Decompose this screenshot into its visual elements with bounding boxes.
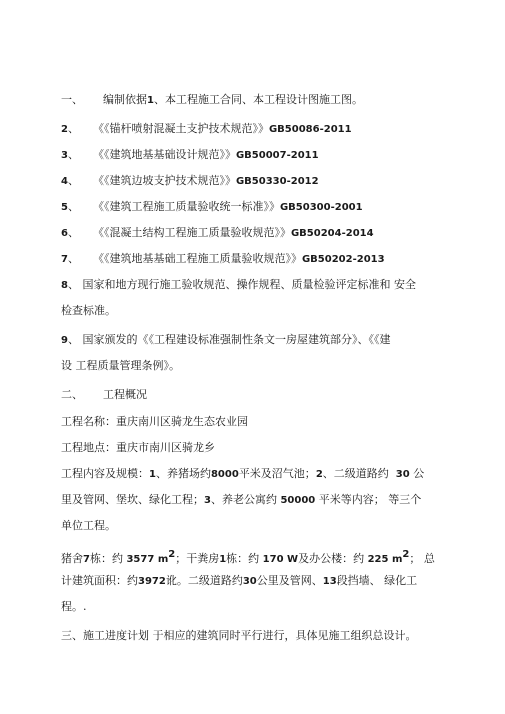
standard-code: GB50204-2014 (290, 228, 374, 239)
area-number: 3972 (138, 576, 166, 587)
item-text: 设 工程质量管理条例》。 (61, 359, 180, 372)
standard-title: 《《建筑工程施工质量验收统一标准》》 (92, 200, 280, 213)
scope-text: 单位工程。 (61, 519, 116, 532)
item-number: 5 (61, 202, 68, 213)
area-text: 计建筑面积：约 (61, 574, 138, 587)
area-number: 13 (322, 576, 337, 587)
area-unit: W (287, 554, 299, 565)
basis-item-2 (61, 122, 352, 137)
scope-number: 1 (149, 469, 156, 480)
scope-text: 平米等内容； 等三个 (318, 493, 422, 506)
section-heading-overview (61, 388, 147, 402)
scope-text: 平米及沼气池； (238, 467, 316, 480)
basis-item-8-cont (61, 304, 116, 318)
item-separator: 、 (67, 226, 79, 239)
standard-title: 《《建筑边坡支护技术规范》》 (92, 174, 236, 187)
item-number: 2 (61, 124, 68, 135)
item-separator: 、 (67, 122, 79, 135)
basis-item-5 (61, 200, 363, 215)
unit-superscript: 2 (168, 549, 176, 560)
standard-code: GB50086-2011 (268, 124, 352, 135)
area-text: 讹。二级道路约 (165, 574, 243, 587)
area-text: 栋：约 (89, 552, 123, 565)
area-unit: m (157, 554, 169, 565)
area-number: 225 (367, 554, 389, 565)
area-text: ；干粪房 (175, 552, 220, 565)
area-number: 30 (242, 576, 257, 587)
item-number: 3 (61, 150, 68, 161)
item-text: 编制依据 (103, 93, 147, 106)
item-number: 8 (61, 280, 68, 291)
scope-number: 30 (395, 469, 410, 480)
item-separator: 、 (67, 174, 79, 187)
project-scope (61, 467, 424, 482)
scope-number: 3 (204, 495, 211, 506)
area-text: ； 总 (409, 552, 435, 565)
scope-text: 、养猪场约 (155, 467, 211, 480)
scope-number: 8000 (210, 469, 239, 480)
scope-text: 工程内容及规模： (61, 467, 149, 480)
item-text: 、 国家颁发的《《工程建设标准强制性条文一房屋建筑部分》、《《建 (67, 333, 391, 346)
section-number: 二、 (61, 388, 83, 401)
schedule-text: 三、施工进度计划 于相应的建筑同时平行进行，具体见施工组织总设计。 (61, 629, 417, 642)
project-scope-end (61, 519, 116, 533)
basis-item-6 (61, 226, 374, 241)
area-text: 段挡墙、 绿化工 (336, 574, 418, 587)
item-number: 4 (61, 176, 68, 187)
scope-text: 公 (413, 467, 425, 480)
standard-title: 《《建筑地基基础工程施工质量验收规范》》 (92, 252, 302, 265)
scope-number: 50000 (280, 495, 316, 506)
item-separator: 、 (67, 148, 79, 161)
area-number: 170 (262, 554, 284, 565)
item-text: 、本工程施工合同、本工程设计图施工图。 (153, 93, 363, 106)
scope-number: 2 (315, 469, 323, 480)
area-text: 及办公楼：约 (298, 552, 365, 565)
area-number: 3577 (126, 554, 155, 565)
item-number: 1 (147, 95, 154, 106)
scope-text: 里及管网、堡坎、绿化工程； (61, 493, 204, 506)
unit-superscript: 2 (402, 549, 410, 560)
item-number: 7 (61, 254, 68, 265)
item-separator: 、 (67, 252, 79, 265)
standard-code: GB50007-2011 (235, 150, 319, 161)
basis-item-8 (61, 278, 416, 293)
area-number: 7 (83, 554, 90, 565)
project-location (61, 441, 215, 455)
standard-title: 《《锚杆喷射混凝土支护技术规范》》 (92, 122, 269, 135)
basis-item-9-cont (61, 359, 180, 373)
basis-item-4 (61, 174, 319, 189)
basis-item-3 (61, 148, 319, 163)
standard-code: GB50300-2001 (279, 202, 363, 213)
standard-title: 《《混凝土结构工程施工质量验收规范》》 (92, 226, 291, 239)
item-text: 检查标准。 (61, 304, 116, 317)
section-title: 工程概况 (103, 388, 147, 401)
area-text: 栋：约 (226, 552, 260, 565)
scope-text: 、养老公寓约 (210, 493, 277, 506)
item-separator: 、 (67, 200, 79, 213)
basis-item-9 (61, 333, 390, 348)
area-text: 猪舍 (61, 552, 83, 565)
area-text: 程。. (61, 600, 87, 613)
schedule-section (61, 629, 417, 643)
project-scope-cont (61, 493, 421, 508)
area-text: 公里及管网、 (256, 574, 323, 587)
project-location-text: 工程地点：重庆市南川区骑龙乡 (61, 441, 215, 454)
building-areas (61, 548, 435, 567)
standard-title: 《《建筑地基基础设计规范》》 (92, 148, 236, 161)
area-unit: m (391, 554, 403, 565)
basis-item-7 (61, 252, 385, 267)
scope-text: 、二级道路约 (322, 467, 389, 480)
standard-code: GB50202-2013 (301, 254, 385, 265)
basis-item-1 (61, 93, 363, 108)
standard-code: GB50330-2012 (235, 176, 319, 187)
item-text: 、 国家和地方现行施工验收规范、操作规程、质量检验评定标准和 安全 (67, 278, 416, 291)
total-area (61, 574, 417, 589)
project-name (61, 415, 248, 429)
project-name-text: 工程名称：重庆南川区骑龙生态农业园 (61, 415, 248, 428)
total-area-end (61, 600, 87, 614)
item-number: 6 (61, 228, 68, 239)
item-number: 一、 (61, 93, 83, 106)
item-number: 9 (61, 335, 68, 346)
area-number: 1 (219, 554, 227, 565)
